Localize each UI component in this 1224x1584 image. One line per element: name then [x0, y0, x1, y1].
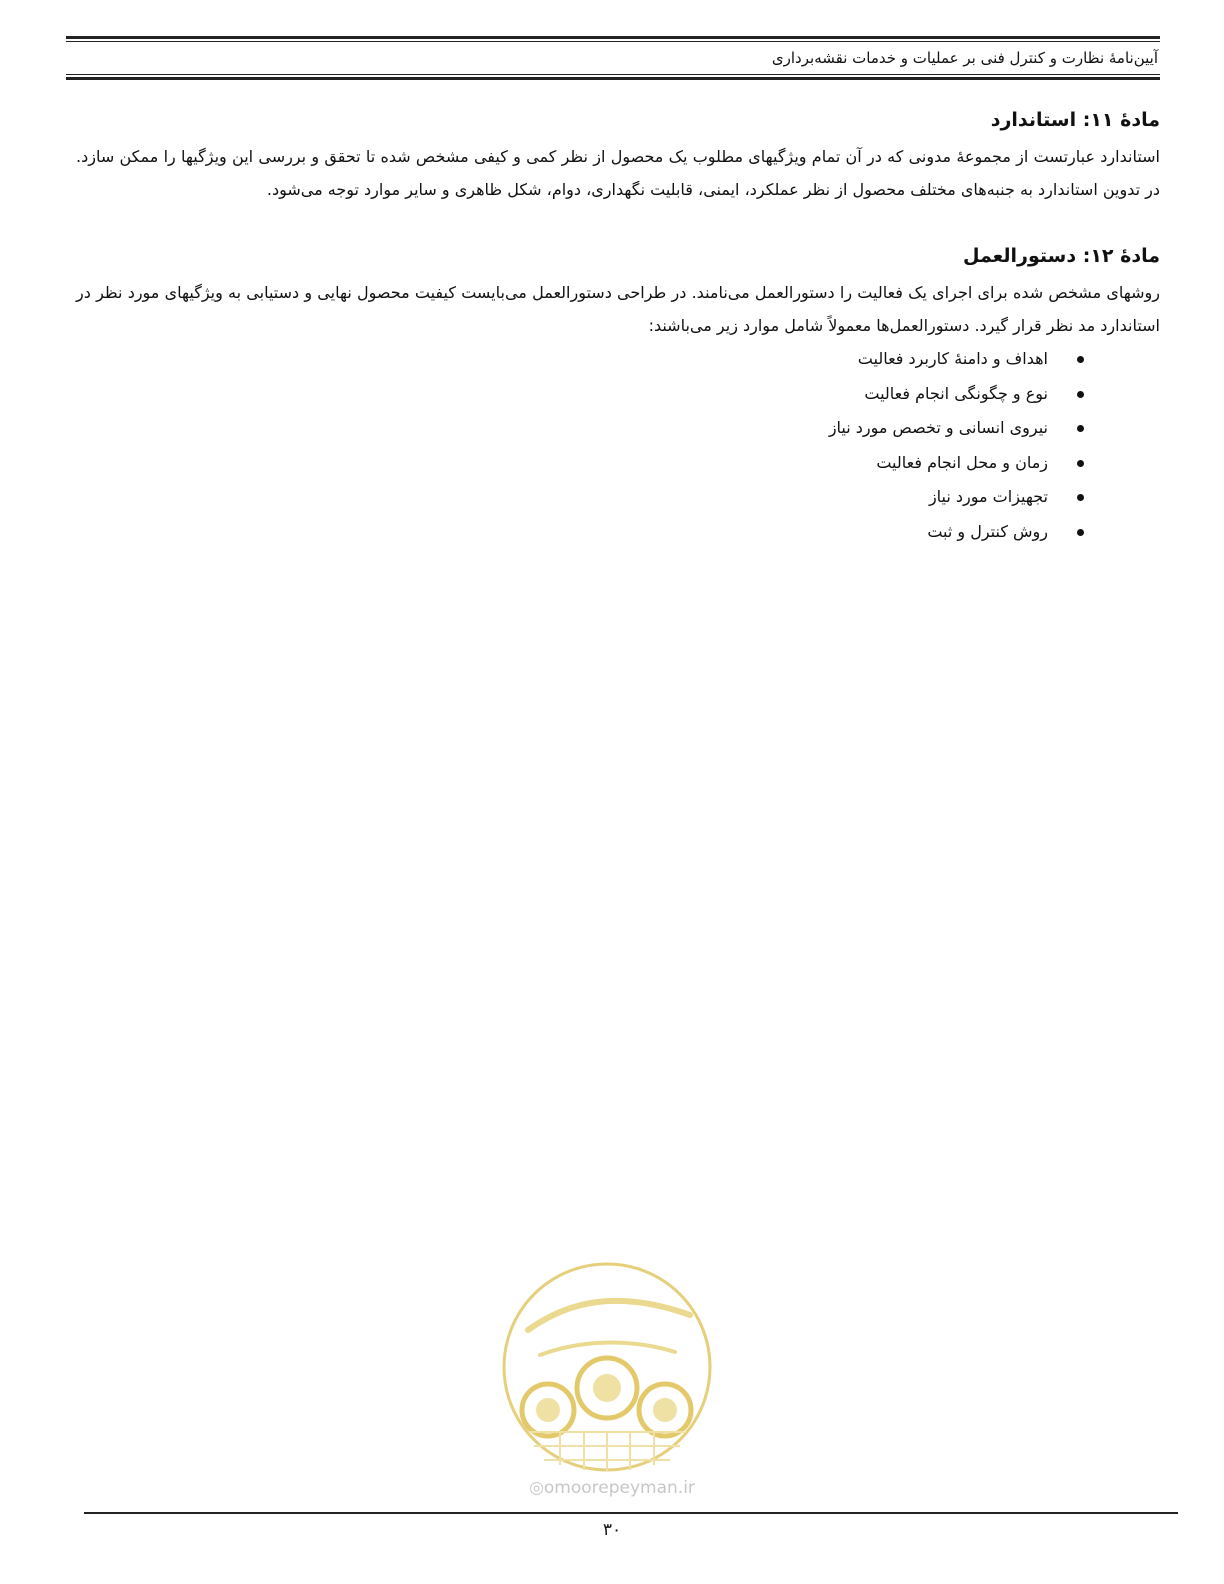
list-item-text: نوع و چگونگی انجام فعالیت [864, 383, 1048, 403]
bullet-icon [1077, 529, 1084, 536]
article-12-bullet-list [68, 342, 1160, 549]
list-item [68, 515, 1084, 550]
running-header: آیین‌نامۀ نظارت و کنترل فنی بر عملیات و خدمات نقشه‌برداری [771, 49, 1158, 67]
list-item [68, 342, 1084, 377]
list-item-text: نیروی انسانی و تخصص مورد نیاز [828, 418, 1048, 437]
header-rule-top-thin [66, 41, 1160, 42]
list-item-text: زمان و محل انجام فعالیت [876, 452, 1048, 472]
list-item-text: تجهیزات مورد نیاز [928, 487, 1048, 506]
footer-rule [84, 1512, 1178, 1514]
header-rule-bottom-thin [66, 74, 1160, 75]
seal-logo-icon [500, 1260, 714, 1474]
list-item-text: روش کنترل و ثبت [927, 521, 1048, 541]
page-body [68, 100, 1160, 549]
list-item [68, 480, 1084, 515]
list-item [68, 411, 1084, 446]
bullet-icon [1077, 425, 1084, 432]
list-item-text: اهداف و دامنۀ کاربرد فعالیت [857, 349, 1048, 368]
watermark-site-url [0, 1478, 1224, 1498]
page-number: ۳۰ [602, 1520, 622, 1540]
globe-icon: ◎ [529, 1478, 544, 1498]
section-spacer [68, 206, 1160, 236]
site-url-text: omoorepeyman.ir [543, 1478, 695, 1498]
header-rule-bottom [66, 77, 1160, 80]
list-item [68, 446, 1084, 481]
article-11-title: مادۀ ۱۱: استاندارد [990, 109, 1160, 131]
list-item [68, 377, 1084, 412]
article-12-title: مادۀ ۱۲: دستورالعمل [962, 245, 1160, 267]
bullet-icon [1077, 460, 1084, 467]
article-12-paragraph: روشهای مشخص شده برای اجرای یک فعالیت را دستورالعمل می‌نامند. در طراحی دستورالعمل می‌بایست کیفیت محصول نهایی و دستیابی به ویژگیهای مورد نظر در استاندارد مد نظر قرار گیرد. دستورالعمل‌ها معمولاً شامل موارد زیر می‌باشند: [76, 283, 1160, 335]
article-11-paragraph: استاندارد عبارتست از مجموعۀ مدونی که در آن تمام ویژگیهای مطلوب یک محصول از نظر کمی و کیفی مشخص شده تا تحقق و بررسی این ویژگیها را ممکن سازد. در تدوین استاندارد به جنبه‌های مختلف محصول از نظر عملکرد، ایمنی، قابلیت نگهداری، دوام، شکل ظاهری و سایر موارد توجه می‌شود. [76, 147, 1160, 199]
watermark-seal [500, 1260, 714, 1474]
header-rule-top [66, 36, 1160, 39]
bullet-icon [1077, 356, 1084, 363]
bullet-icon [1077, 391, 1084, 398]
bullet-icon [1077, 494, 1084, 501]
